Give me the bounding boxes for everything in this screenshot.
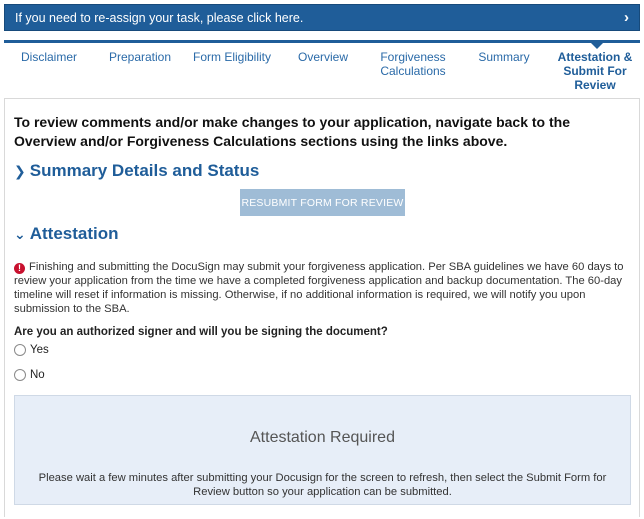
step-preparation[interactable]: Preparation	[108, 50, 172, 64]
attestation-required-text: Please wait a few minutes after submitting your Docusign for the screen to refresh, then select the Submit Form for Review button so your application can be submitted.	[38, 472, 607, 498]
chevron-right-icon: ❯	[14, 162, 26, 179]
reassign-task-banner[interactable]	[4, 4, 640, 31]
step-summary[interactable]: Summary	[478, 50, 530, 64]
signer-question: Are you an authorized signer and will you be signing the document?	[14, 326, 388, 338]
resubmit-form-button[interactable]: RESUBMIT FORM FOR REVIEW	[240, 189, 405, 216]
attestation-required-title: Attestation Required	[250, 429, 395, 446]
progress-stepper	[4, 40, 640, 96]
chevron-right-icon: ›	[624, 9, 629, 26]
radio-button-yes[interactable]	[14, 344, 26, 356]
attestation-section-title: Attestation	[29, 224, 119, 243]
stepper-track	[4, 40, 640, 43]
radio-button-no[interactable]	[14, 369, 26, 381]
alert-icon: !	[14, 263, 25, 274]
step-disclaimer[interactable]: Disclaimer	[20, 50, 77, 64]
active-step-pointer	[591, 43, 603, 49]
radio-option-yes[interactable]	[14, 344, 49, 356]
chevron-down-icon: ⌄	[14, 225, 26, 242]
step-form-eligibility[interactable]: Form Eligibility	[192, 50, 271, 64]
attestation-section-header[interactable]	[14, 224, 119, 244]
intro-instructions: To review comments and/or make changes to your application, navigate back to the Overview and/or Forgiveness Calculations sections using the links above.	[14, 114, 570, 149]
radio-option-no[interactable]	[14, 369, 45, 381]
attestation-notice	[14, 260, 628, 316]
step-overview[interactable]: Overview	[297, 50, 348, 64]
attestation-required-panel	[14, 395, 631, 505]
attestation-notice-text: Finishing and submitting the DocuSign may submit your forgiveness application. Per SBA guidelines we have 60 days to review your application from the time we have a completed forgiveness application and backup documentation. The 60-day timeline will reset if information is missing. Otherwise, if no additional information is required, we will notify you upon submission to the SBA.	[14, 261, 624, 315]
step-attestation-submit[interactable]: Attestation & Submit For Review	[557, 50, 633, 92]
reassign-task-text: If you need to re-assign your task, please click here.	[15, 10, 304, 25]
summary-section-title: Summary Details and Status	[29, 161, 260, 180]
attestation-card	[4, 98, 640, 517]
step-forgiveness-calculations[interactable]: Forgiveness Calculations	[380, 50, 446, 78]
radio-label-no: No	[30, 369, 45, 381]
summary-section-header[interactable]	[14, 161, 259, 181]
radio-label-yes: Yes	[30, 344, 49, 356]
